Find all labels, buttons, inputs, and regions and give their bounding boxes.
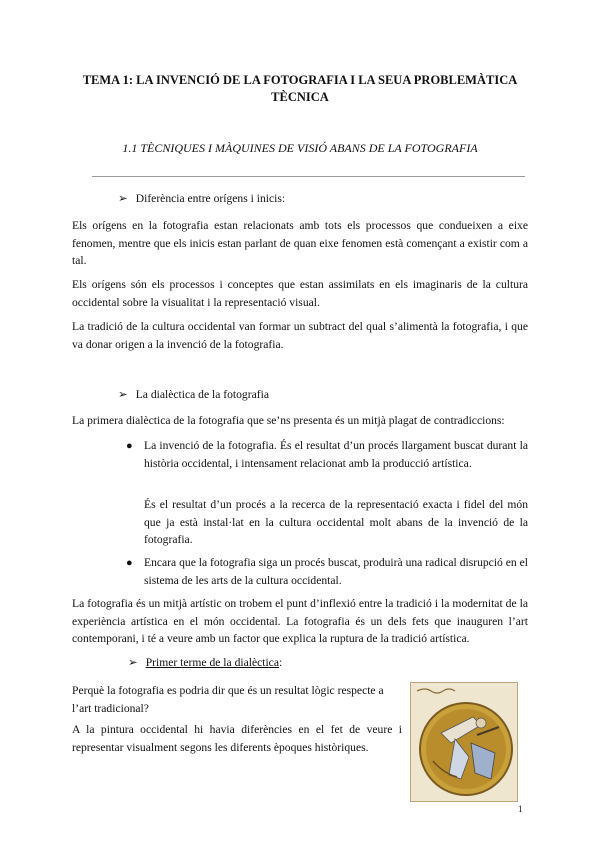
illustration-drawing	[411, 683, 517, 801]
section-subtitle: 1.1 TÈCNIQUES I MÀQUINES DE VISIÓ ABANS DE LA FOTOGRAFIA	[122, 141, 478, 155]
section-heading-origins	[118, 190, 528, 208]
page-number: 1	[518, 804, 523, 814]
arrow-bullet-icon: ➢	[118, 388, 128, 401]
heading-text: La dialèctica de la fotografia	[135, 388, 269, 401]
list-item: Encara que la fotografia siga un procés buscat, produirà una radical disrupció en el sistema de les arts de la cultura occidental.	[144, 556, 528, 587]
heading-text: Diferència entre orígens i inicis:	[135, 192, 286, 205]
list-item: La invenció de la fotografia. És el resultat d’un procés llargament buscat durant la història occidental, i intensament relacionat amb la producció artística.	[144, 439, 528, 470]
paragraph: Els orígens són els processos i conceptes que estan assimilats en els imaginaris de la cultura occidental sobre la visualitat i la representació visual.	[72, 278, 528, 309]
paragraph: Perquè la fotografia es podria dir que és un resultat lògic respecte a l’art tradicional?	[72, 684, 384, 715]
paragraph: La fotografia és un mitjà artístic on trobem el punt d’inflexió entre la tradició i la modernitat de la experiència artística en el món occidental. La fotografia és un dels fets que inauguren l’art contemporani, i té a veure amb un factor que explica la ruptura de la tradició artística.	[72, 597, 528, 645]
paragraph: Els orígens en la fotografia estan relacionats amb tots els processos que condueixen a eixe fenomen, mentre que els inicis estan parlant de quan eixe fenomen està començant a existir com a tal.	[72, 219, 528, 267]
bullet-dot-icon: ●	[126, 440, 133, 452]
heading-suffix: :	[278, 656, 283, 669]
paragraph: A la pintura occidental hi havia diferències en el fet de veure i representar visualment segons les diferents èpoques històriques.	[72, 723, 402, 754]
horizontal-rule	[92, 176, 525, 177]
paragraph: La tradició de la cultura occidental van formar un subtract del qual s’alimentà la fotografia, i que va donar origen a la invenció de la fotografia.	[72, 320, 528, 351]
bullet-dot-icon: ●	[126, 557, 133, 569]
list-item-continuation: És el resultat d’un procés a la recerca de la representació exacta i fidel del món que ja està instal·lat en la cultura occidental molt abans de la invenció de la fotografia.	[144, 498, 528, 546]
document-title: TEMA 1: LA INVENCIÓ DE LA FOTOGRAFIA I LA SEUA PROBLEMÀTICA TÈCNICA	[82, 73, 518, 104]
paragraph: La primera dialèctica de la fotografia que se’ns presenta és un mitjà plagat de contradiccions:	[72, 414, 505, 427]
section-heading-dialectic	[118, 386, 528, 404]
medieval-illustration	[410, 682, 518, 802]
arrow-bullet-icon: ➢	[128, 656, 138, 669]
heading-text: Primer terme de la dialèctica	[145, 656, 279, 669]
section-heading-first-term	[128, 654, 528, 672]
arrow-bullet-icon: ➢	[118, 192, 128, 205]
